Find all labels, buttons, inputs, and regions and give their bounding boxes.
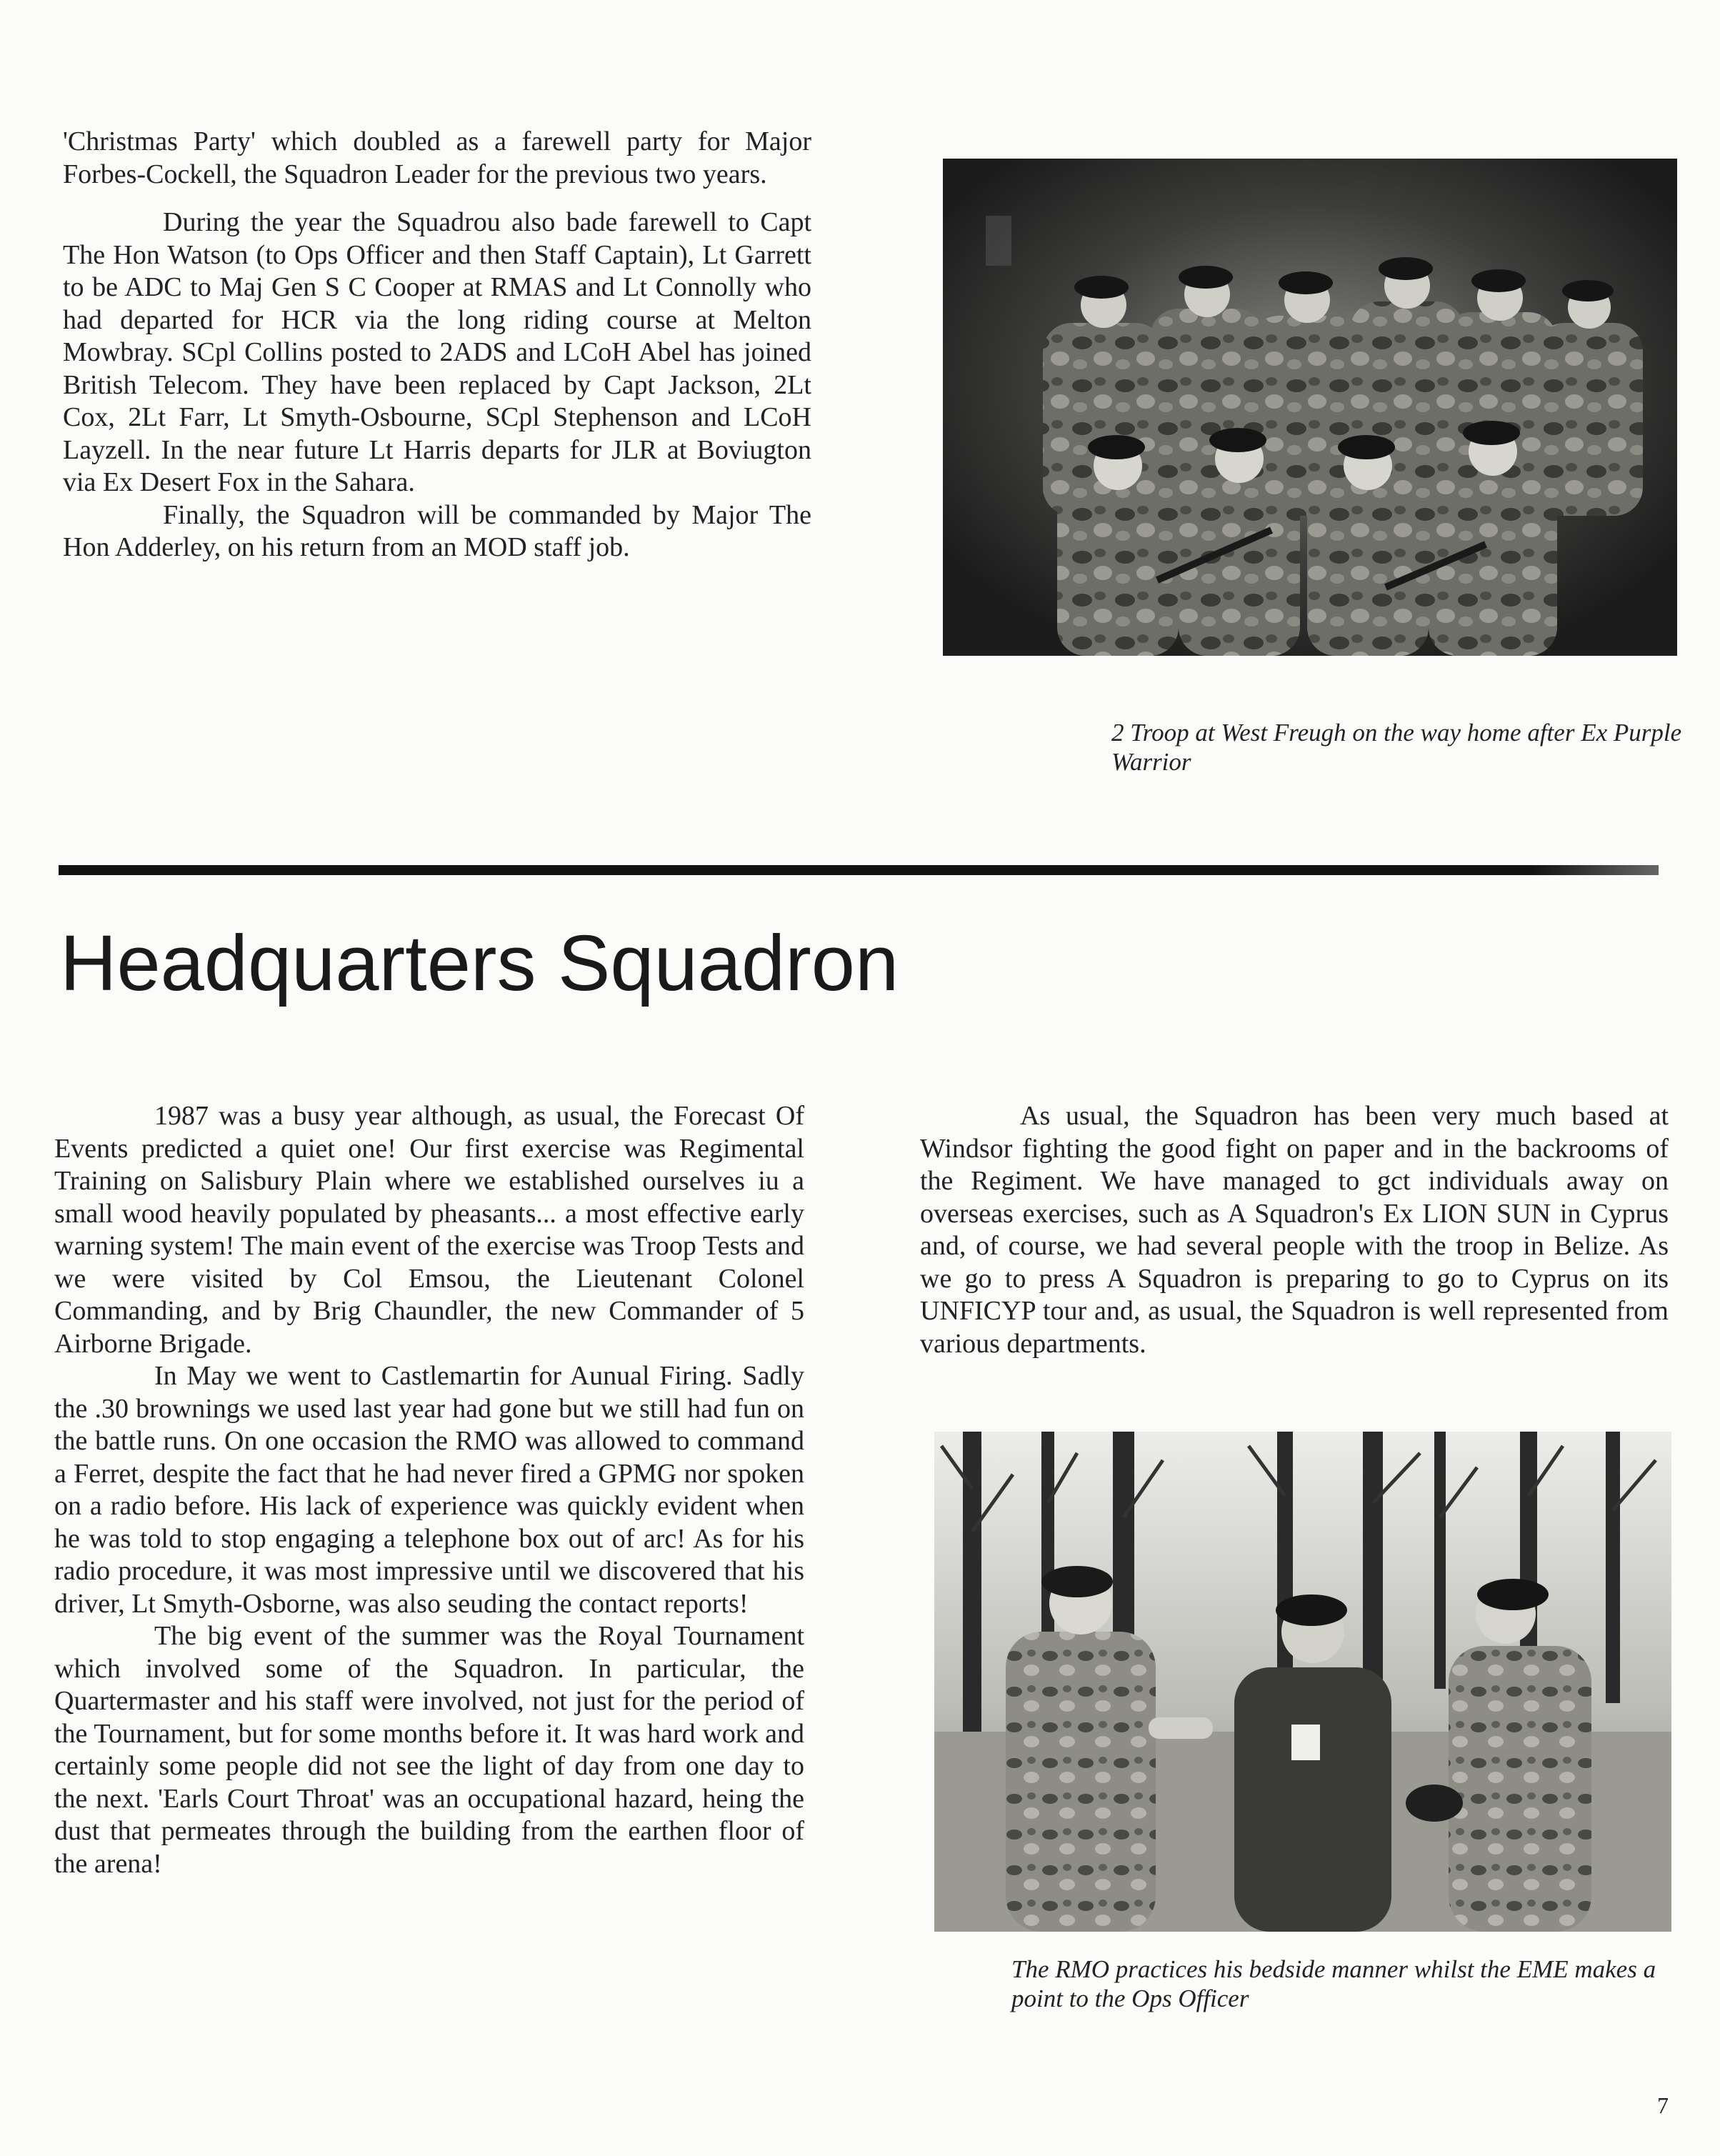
officers-photo [934,1432,1671,1932]
paragraph: During the year the Squadrou also bade farewell to Capt The Hon Watson (to Ops Officer and then Staff Captain), Lt Garrett to be ADC to Maj Gen S C Cooper at RMAS and Lt Connolly who had departed for HCR via the long riding course at Melton Mowbray. SCpl Collins posted to 2ADS and LCoH Abel has joined British Telecom. They have been replaced by Capt Jackson, 2Lt Cox, 2Lt Farr, Lt Smyth-Osbourne, SCpl Stephenson and LCoH Layzell. In the near future Lt Harris departs for JLR at Boviugton via Ex Desert Fox in the Sahara. [63,207,811,497]
section-title: Headquarters Squadron [60,919,899,1007]
right-text-column [920,1100,1669,1360]
paragraph: 'Christmas Party' which doubled as a farewell party for Major Forbes-Cockell, the Squadron Leader for the previous two years. [63,126,811,189]
left-text-column [54,1100,804,1880]
paragraph: In May we went to Castlemartin for Aunual Firing. Sadly the .30 brownings we used last year had gone but we still had fun on the battle runs. On one occasion the RMO was allowed to command a Ferret, despite the fact that he had never fired a GPMG nor spoken on a radio before. His lack of experience was quickly evident when he was told to stop engaging a telephone box out of arc! As for his radio procedure, it was most impressive until we discovered that his driver, Lt Smyth-Osborne, was also seuding the contact reports! [54,1361,804,1619]
paragraph: As usual, the Squadron has been very much based at Windsor fighting the good fight on paper and in the backrooms of the Regiment. We have managed to gct individuals away on overseas exercises, such as A Squadron's Ex LION SUN in Cyprus and, of course, we had several people with the troop in Belize. As we go to press A Squadron is preparing to go to Cyprus on its UNFICYP tour and, as usual, the Squadron is well represented from various departments. [920,1101,1669,1359]
section-divider [59,865,1659,875]
paragraph: The big event of the summer was the Royal Tournament which involved some of the Squadron. In particular, the Quartermaster and his staff were involved, not just for the period of the Tournament, but for some months before it. It was hard work and certainly some people did not see the light of day from one day to the next. 'Earls Court Throat' was an occupational hazard, heing the dust that permeates through the building from the earthen floor of the arena! [54,1621,804,1879]
photo-caption: The RMO practices his bedside manner whilst the EME makes a point to the Ops Officer [1011,1955,1656,2012]
photo-caption: 2 Troop at West Freugh on the way home after Ex Purple Warrior [1111,719,1682,776]
troop-group-photo-image [943,159,1677,656]
paragraph: 1987 was a busy year although, as usual, the Forecast Of Events predicted a quiet one! Our first exercise was Regimental Training on Salisbury Plain where we established ourselves iu a small wood heavily populated by pheasants... a most effective early warning system! The main event of the exercise was Troop Tests and we were visited by Col Emsou, the Lieutenant Colonel Commanding, and by Brig Chaundler, the new Commander of 5 Airborne Brigade. [54,1101,804,1359]
top-text-column [63,126,811,564]
troop-group-photo [943,159,1677,656]
officers-photo-image [934,1432,1671,1932]
page-number: 7 [1657,2092,1669,2118]
paragraph: Finally, the Squadron will be commanded by Major The Hon Adderley, on his return from an MOD staff job. [63,499,811,562]
